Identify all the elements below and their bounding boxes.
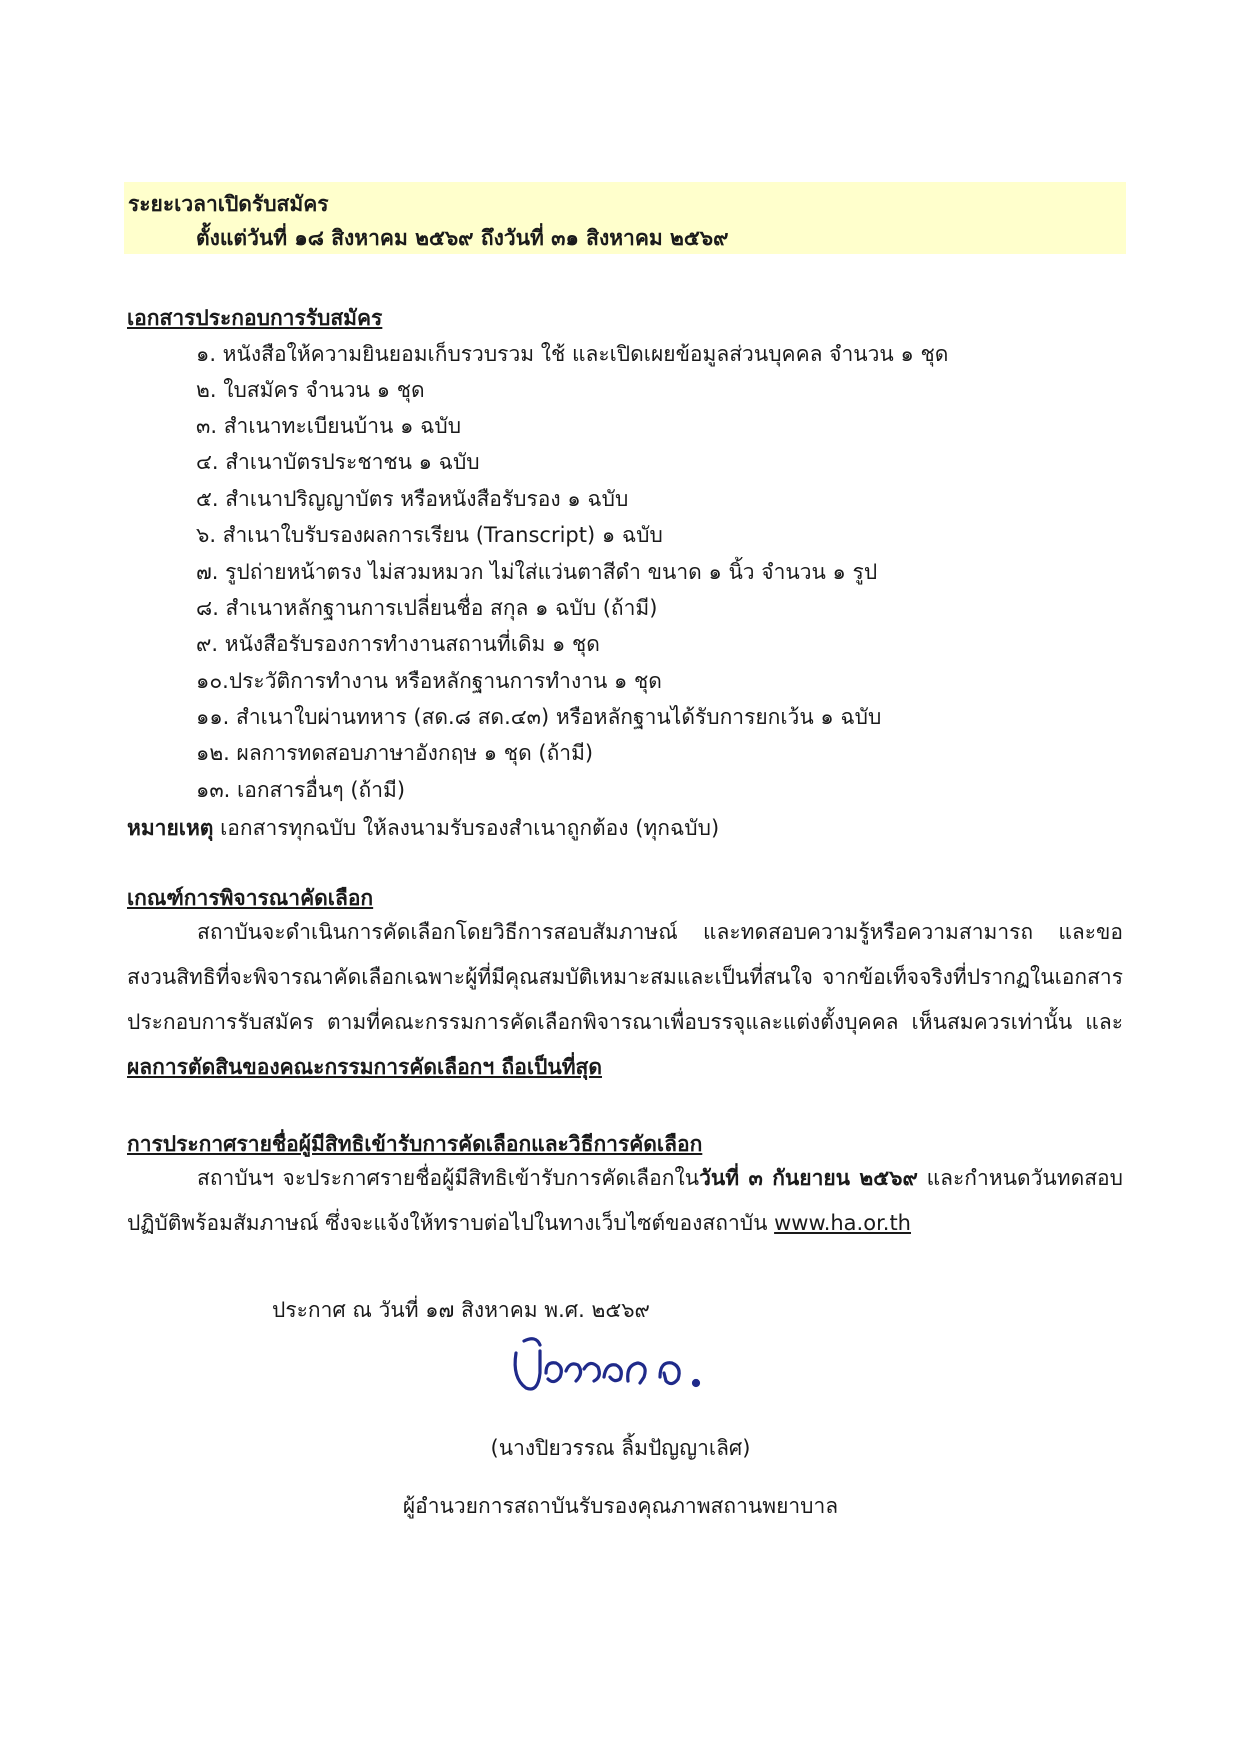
documents-heading: เอกสารประกอบการรับสมัคร [127,306,383,330]
signer-name: (นางปิยวรรณ ลิ้มปัญญาเลิศ) [490,1436,751,1460]
note-text: เอกสารทุกฉบับ ให้ลงนามรับรองสำเนาถูกต้อง (ทุกฉบับ) [213,816,720,840]
document-item: ๑. หนังสือให้ความยินยอมเก็บรวบรวม ใช้ และเปิดเผยข้อมูลส่วนบุคคล จำนวน ๑ ชุด [196,342,949,366]
announcement-paragraph [127,1156,1123,1246]
announcement-body-end: และกำหนดวันทดสอบปฏิบัติพร้อมสัมภาษณ์ ซึ่งจะแจ้งให้ทราบต่อไปในทางเว็บไซต์ของสถาบัน [127,1166,1123,1235]
document-item: ๔. สำเนาบัตรประชาชน ๑ ฉบับ [196,450,480,474]
criteria-heading: เกณฑ์การพิจารณาคัดเลือก [127,886,374,910]
period-title: ระยะเวลาเปิดรับสมัคร [128,192,329,216]
application-period-box [124,182,1126,254]
document-item: ๓. สำเนาทะเบียนบ้าน ๑ ฉบับ [196,414,462,438]
period-dates: ตั้งแต่วันที่ ๑๘ สิงหาคม ๒๕๖๙ ถึงวันที่ ๓๑ สิงหาคม ๒๕๖๙ [196,226,729,250]
criteria-body: สถาบันจะดำเนินการคัดเลือกโดยวิธีการสอบสัมภาษณ์ และทดสอบความรู้หรือความสามารถ และขอสงวนสิทธิที่จะพิจารณาคัดเลือกเฉพาะผู้ที่มีคุณสมบัติเหมาะสมและเป็นที่สนใจ จากข้อเท็จจริงที่ปรากฏในเอกสารประกอบการรับสมัคร ตามที่คณะกรรมการคัดเลือกพิจารณาเพื่อบรรจุและแต่งตั้งบุคคล เห็นสมควรเท่านั้น และ [127,920,1123,1034]
signature [510,1333,710,1403]
announcement-body-start: สถาบันฯ จะประกาศรายชื่อผู้มีสิทธิเข้ารับการคัดเลือกใน [197,1166,700,1190]
document-item: ๑๓. เอกสารอื่นๆ (ถ้ามี) [196,778,406,802]
document-item: ๙. หนังสือรับรองการทำงานสถานที่เดิม ๑ ชุด [196,632,600,656]
document-item: ๘. สำเนาหลักฐานการเปลี่ยนชื่อ สกุล ๑ ฉบับ (ถ้ามี) [196,596,658,620]
announcement-date-line: ประกาศ ณ วันที่ ๑๗ สิงหาคม พ.ศ. ๒๕๖๙ [272,1298,650,1322]
note-label: หมายเหตุ [127,816,214,840]
document-item: ๒. ใบสมัคร จำนวน ๑ ชุด [196,378,425,402]
document-item: ๑๒. ผลการทดสอบภาษาอังกฤษ ๑ ชุด (ถ้ามี) [196,741,594,765]
document-item: ๖. สำเนาใบรับรองผลการเรียน (Transcript) ๑ ฉบับ [196,523,663,547]
signer-title: ผู้อำนวยการสถาบันรับรองคุณภาพสถานพยาบาล [402,1494,839,1518]
document-item: ๑๑. สำเนาใบผ่านทหาร (สด.๘ สด.๔๓) หรือหลักฐานได้รับการยกเว้น ๑ ฉบับ [196,705,882,729]
document-item: ๗. รูปถ่ายหน้าตรง ไม่สวมหมวก ไม่ใส่แว่นตาสีดำ ขนาด ๑ นิ้ว จำนวน ๑ รูป [196,560,878,584]
criteria-emphasis: ผลการตัดสินของคณะกรรมการคัดเลือกฯ ถือเป็นที่สุด [127,1055,602,1079]
website-link[interactable]: www.ha.or.th [774,1211,911,1235]
announcement-heading: การประกาศรายชื่อผู้มีสิทธิเข้ารับการคัดเลือกและวิธีการคัดเลือก [127,1132,703,1156]
documents-note [127,812,719,845]
announcement-date: วันที่ ๓ กันยายน ๒๕๖๙ [699,1166,918,1190]
document-item: ๕. สำเนาปริญญาบัตร หรือหนังสือรับรอง ๑ ฉบับ [196,487,629,511]
criteria-paragraph [127,910,1123,1090]
document-item: ๑๐.ประวัติการทำงาน หรือหลักฐานการทำงาน ๑ ชุด [196,669,662,693]
